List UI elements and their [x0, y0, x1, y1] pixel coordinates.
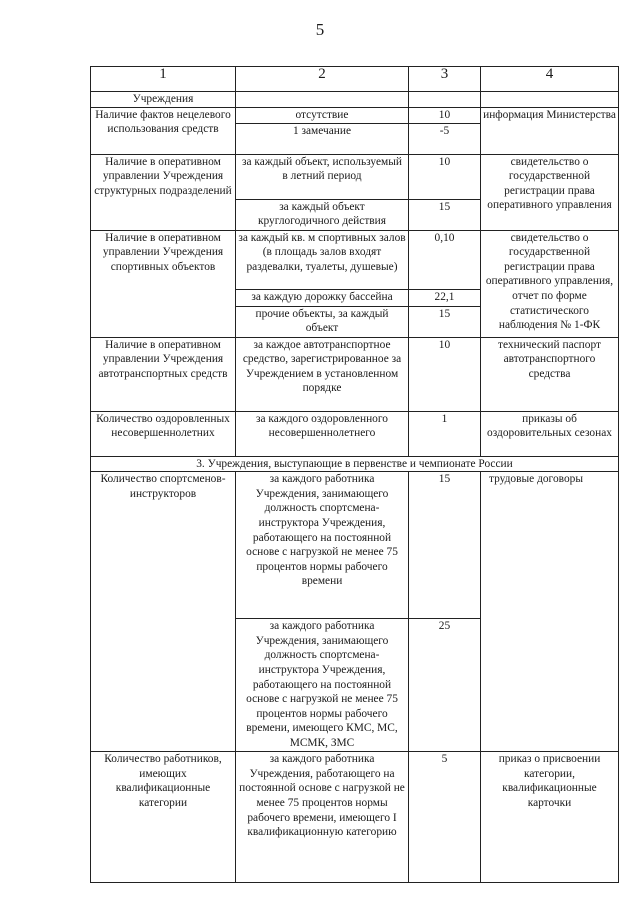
source-cell: свидетельство о государственной регистрации права оперативного управления	[481, 154, 619, 230]
table-row	[91, 230, 619, 289]
condition-cell: за каждый объект, используемый в летний период	[236, 154, 409, 199]
source-cell: технический паспорт автотранспортного средства	[481, 337, 619, 411]
section-heading: 3. Учреждения, выступающие в первенстве и чемпионате России	[91, 456, 619, 472]
source-cell: приказы об оздоровительных сезонах	[481, 411, 619, 456]
points-cell: -5	[409, 123, 481, 154]
table-row	[91, 337, 619, 411]
table-header-row	[91, 67, 619, 92]
criterion-cell: Количество работников, имеющих квалификационные категории	[91, 752, 236, 883]
points-cell: 25	[409, 619, 481, 752]
criteria-table	[90, 66, 619, 883]
points-cell: 0,10	[409, 230, 481, 289]
points-cell: 22,1	[409, 289, 481, 306]
table-row	[91, 472, 619, 619]
condition-cell: прочие объекты, за каждый объект	[236, 306, 409, 337]
condition-cell: за каждого работника Учреждения, занимающего должность спортсмена-инструктора Учреждения, работающего на постоянной основе с нагрузкой не менее 75 процентов нормы рабочего времени	[236, 472, 409, 619]
points-cell: 5	[409, 752, 481, 883]
header-col-4: 4	[481, 67, 619, 92]
source-cell: свидетельство о государственной регистрации права оперативного управления, отчет по форме статистического наблюдения № 1-ФК	[481, 230, 619, 337]
table-row	[91, 107, 619, 123]
criterion-cell: Количество спортсменов-инструкторов	[91, 472, 236, 752]
condition-cell: за каждое автотранспортное средство, зарегистрированное за Учреждением в установленном порядке	[236, 337, 409, 411]
points-cell: 10	[409, 154, 481, 199]
points-cell: 10	[409, 337, 481, 411]
header-col-1: 1	[91, 67, 236, 92]
condition-cell: за каждый кв. м спортивных залов (в площадь залов входят раздевалки, туалеты, душевые)	[236, 230, 409, 289]
criterion-cell: Наличие в оперативном управлении Учреждения автотранспортных средств	[91, 337, 236, 411]
table-row	[91, 456, 619, 472]
condition-cell: 1 замечание	[236, 123, 409, 154]
source-cell: информация Министерства	[481, 107, 619, 154]
points-cell: 10	[409, 107, 481, 123]
criterion-cell: Наличие в оперативном управлении Учреждения спортивных объектов	[91, 230, 236, 337]
condition-cell: за каждого работника Учреждения, занимающего должность спортсмена-инструктора Учреждения, работающего на постоянной основе с нагрузкой не менее 75 процентов нормы рабочего времени, имеющего КМС, МС, МСМК, ЗМС	[236, 619, 409, 752]
table-row	[91, 411, 619, 456]
criterion-cell: Количество оздоровленных несовершеннолетних	[91, 411, 236, 456]
condition-cell: за каждого работника Учреждения, работающего на постоянной основе с нагрузкой не менее 75 процентов нормы рабочего времени, имеющего I квалификационную категорию	[236, 752, 409, 883]
condition-cell: отсутствие	[236, 107, 409, 123]
source-cell: приказ о присвоении категории, квалификационные карточки	[481, 752, 619, 883]
criterion-cell: Наличие в оперативном управлении Учреждения структурных подразделений	[91, 154, 236, 230]
table-row	[91, 752, 619, 883]
condition-cell: за каждого оздоровленного несовершеннолетнего	[236, 411, 409, 456]
condition-cell: за каждый объект круглогодичного действия	[236, 199, 409, 230]
points-cell: 1	[409, 411, 481, 456]
page-number: 5	[315, 20, 325, 39]
table-row	[91, 92, 619, 108]
condition-cell: за каждую дорожку бассейна	[236, 289, 409, 306]
criterion-cell: Учреждения	[91, 92, 236, 108]
header-col-2: 2	[236, 67, 409, 92]
points-cell: 15	[409, 306, 481, 337]
criterion-cell: Наличие фактов нецелевого использования средств	[91, 107, 236, 154]
header-col-3: 3	[409, 67, 481, 92]
source-cell: трудовые договоры	[481, 472, 619, 752]
points-cell: 15	[409, 199, 481, 230]
table-row	[91, 154, 619, 199]
points-cell: 15	[409, 472, 481, 619]
